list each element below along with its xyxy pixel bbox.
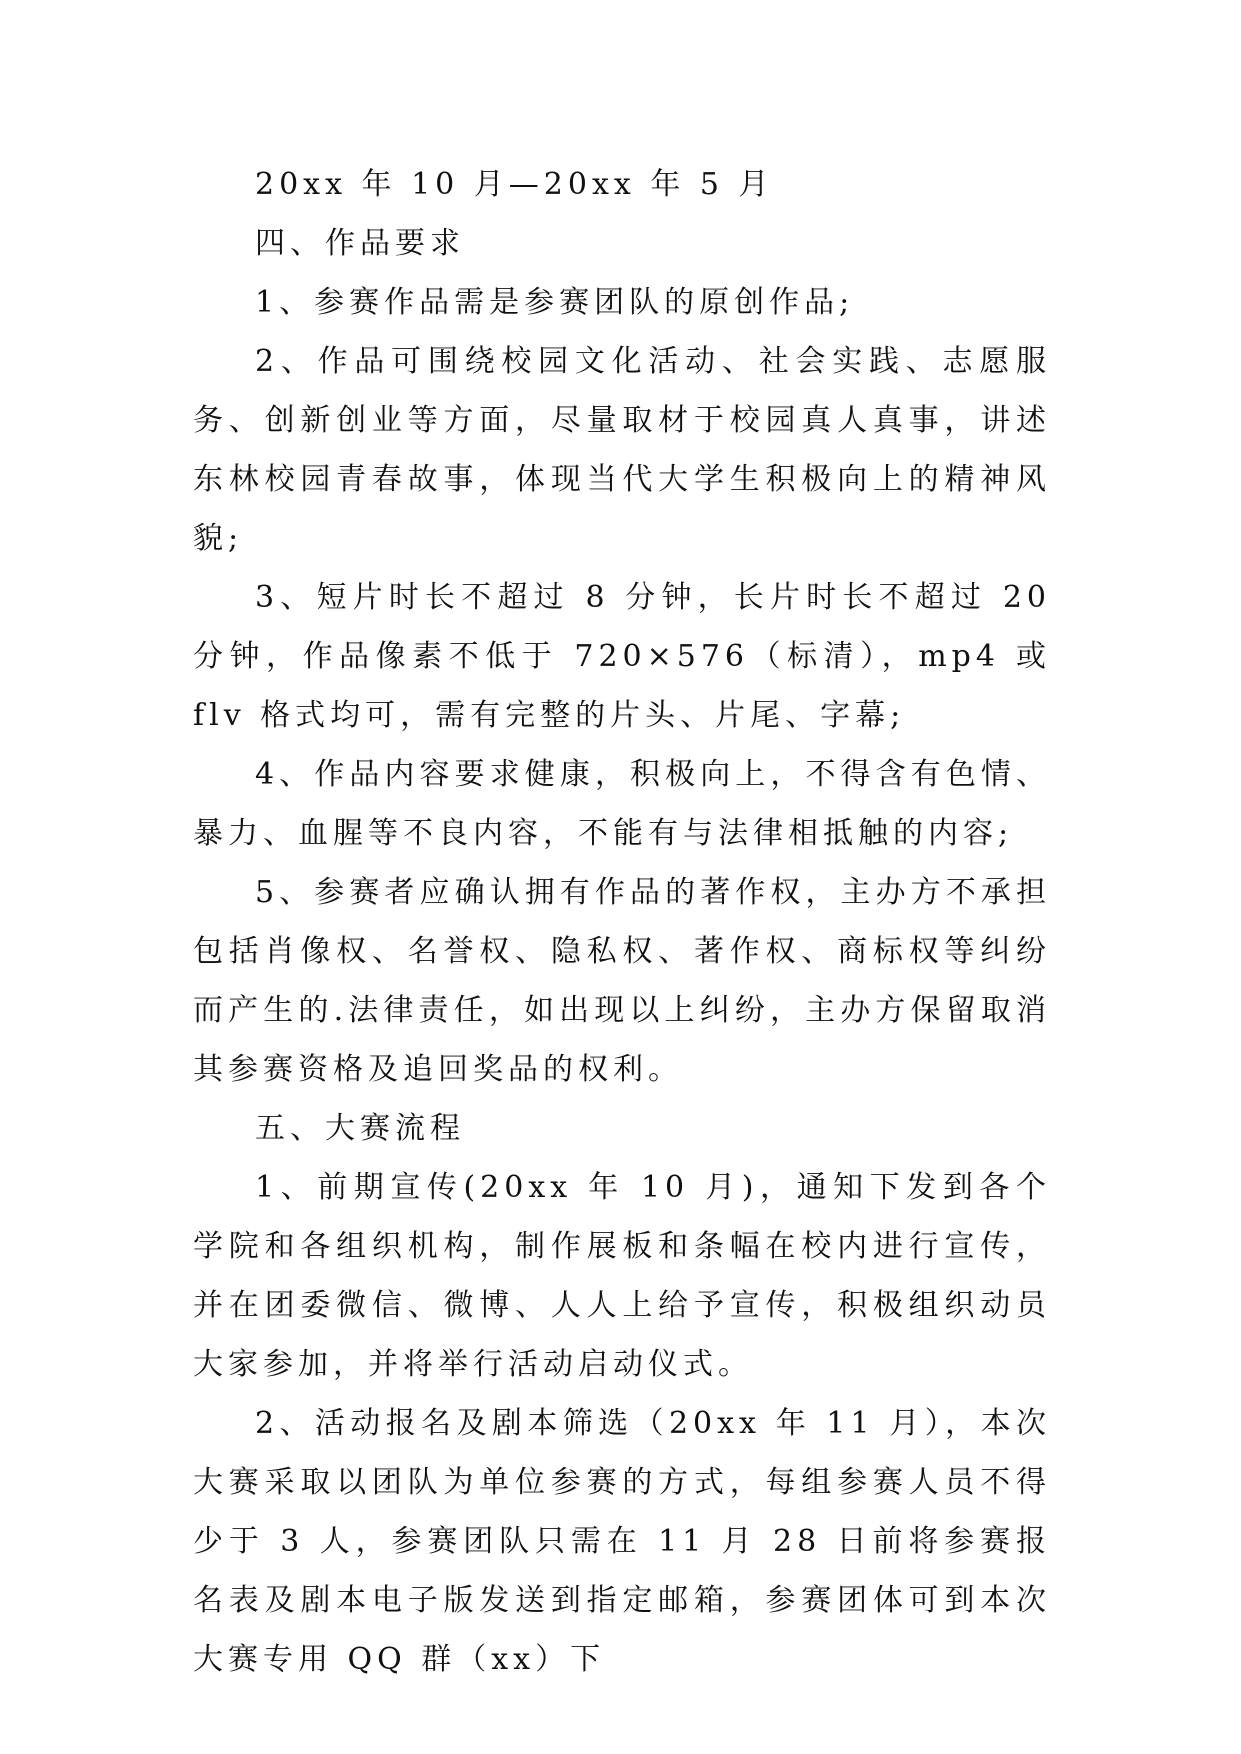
requirement-item-1: 1、参赛作品需是参赛团队的原创作品; <box>255 285 855 320</box>
document-body <box>193 155 1051 1689</box>
requirement-item-2: 2、作品可围绕校园文化活动、社会实践、志愿服务、创新创业等方面，尽量取材于校园真人真事，讲述东林校园青春故事，体现当代大学生积极向上的精神风貌; <box>193 344 1051 556</box>
section-heading-requirements: 四、作品要求 <box>255 226 465 261</box>
period-line: 20xx 年 10 月—20xx 年 5 月 <box>255 167 774 202</box>
process-item-1: 1、前期宣传(20xx 年 10 月)，通知下发到各个学院和各组织机构，制作展板和条幅在校内进行宣传，并在团委微信、微博、人人上给予宣传，积极组织动员大家参加，并将举行活动启动仪式。 <box>193 1170 1051 1382</box>
requirement-item-5: 5、参赛者应确认拥有作品的著作权，主办方不承担包括肖像权、名誉权、隐私权、著作权、商标权等纠纷而产生的.法律责任，如出现以上纠纷，主办方保留取消其参赛资格及追回奖品的权利。 <box>193 875 1051 1087</box>
process-item-2: 2、活动报名及剧本筛选（20xx 年 11 月），本次大赛采取以团队为单位参赛的方式，每组参赛人员不得少于 3 人，参赛团队只需在 11 月 28 日前将参赛报名表及剧本电子版发送到指定邮箱，参赛团体可到本次大赛专用 QQ 群（xx）下 <box>193 1406 1051 1677</box>
section-heading-process: 五、大赛流程 <box>255 1111 465 1146</box>
requirement-item-3: 3、短片时长不超过 8 分钟，长片时长不超过 20 分钟，作品像素不低于 720×576（标清），mp4 或 flv 格式均可，需有完整的片头、片尾、字幕; <box>193 580 1051 733</box>
requirement-item-4: 4、作品内容要求健康，积极向上，不得含有色情、暴力、血腥等不良内容，不能有与法律相抵触的内容; <box>193 757 1051 851</box>
